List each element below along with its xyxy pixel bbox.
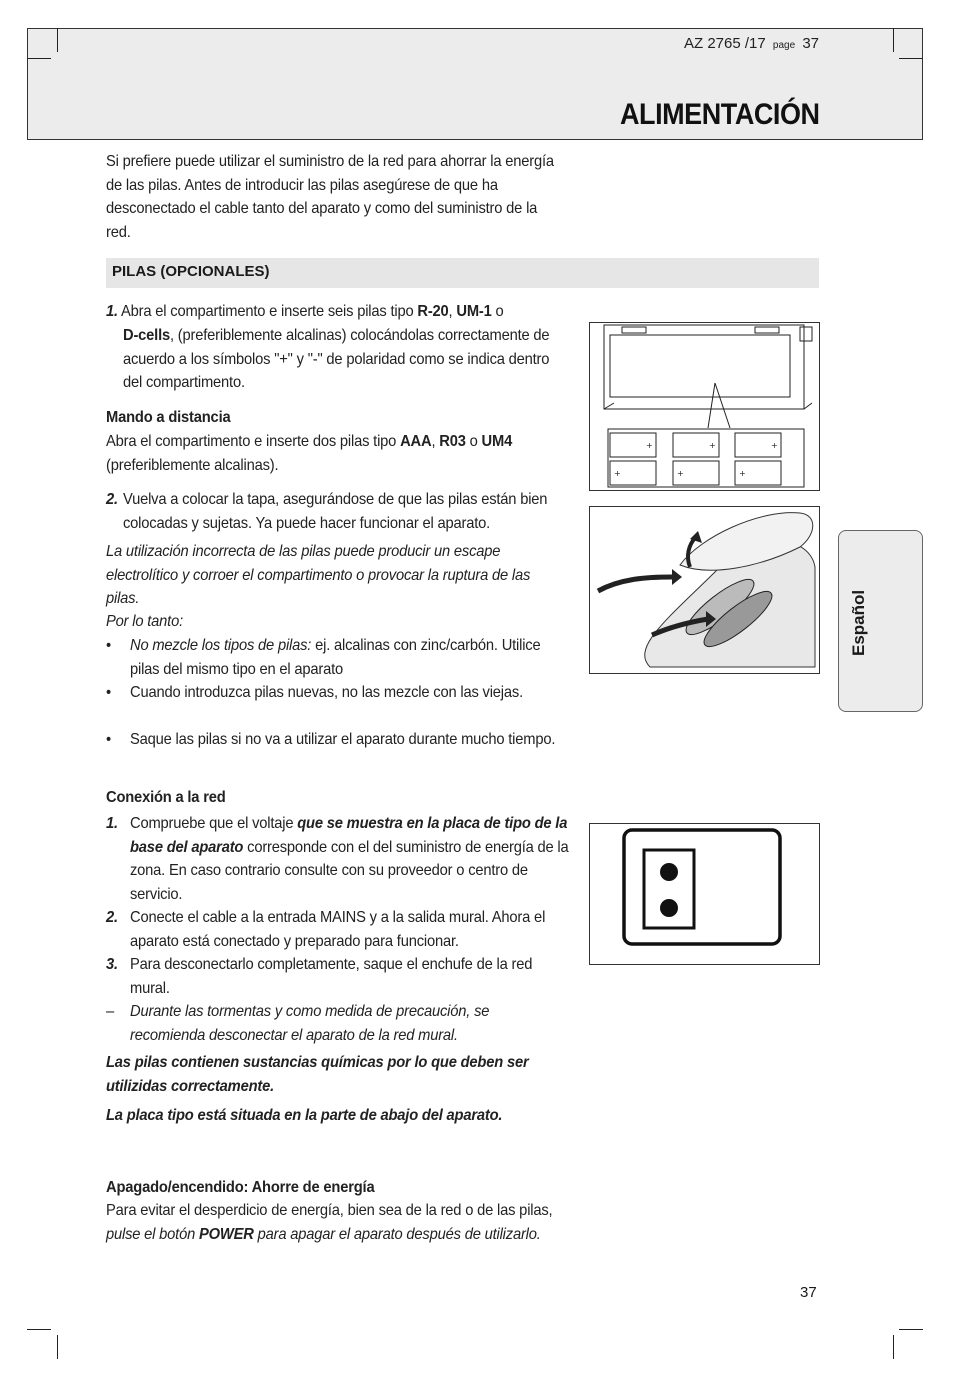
step-text: corresponde con el del suministro de energía de la zona. En caso contrario consulte con su proveedor o centro de servicio.: [130, 838, 569, 903]
bullet-3: Saque las pilas si no va a utilizar el aparato durante mucho tiempo.: [130, 731, 556, 748]
page-header-code: [684, 35, 819, 52]
battery-type: R-20: [417, 303, 449, 320]
remote-heading: Mando a distancia: [106, 409, 231, 426]
bullet: •: [106, 637, 111, 654]
mains-heading: Conexión a la red: [106, 789, 226, 806]
dash: –: [106, 1003, 115, 1020]
power-button-name: POWER: [199, 1225, 254, 1243]
conjunction: o: [495, 303, 504, 320]
step-number: 3.: [106, 956, 118, 973]
power-text-italic: para apagar el aparato después de utilizarlo.: [257, 1225, 541, 1243]
step-number: 2.: [106, 909, 118, 926]
crop-mark: [27, 1329, 51, 1330]
svg-text:+: +: [614, 469, 621, 478]
bullet: •: [106, 731, 111, 748]
svg-text:+: +: [709, 441, 716, 450]
svg-text:+: +: [771, 441, 778, 450]
step-emphasis: que se muestra en la placa de tipo de la base del aparato: [130, 815, 568, 856]
step-number: 1.: [106, 815, 118, 832]
note-chemicals: Las pilas contienen sustancias químicas por lo que deben ser utilizidas correctamente.: [106, 1054, 529, 1095]
battery-type: D-cells: [123, 327, 170, 344]
battery-compartment-svg: [590, 323, 819, 490]
crop-mark: [57, 1335, 58, 1359]
mains-step-3: Para desconectarlo completamente, saque el enchufe de la red mural.: [130, 956, 533, 997]
step-number: 1.: [106, 303, 118, 320]
svg-text:+: +: [677, 469, 684, 478]
bullet-2: Cuando introduzca pilas nuevas, no las mezcle con las viejas.: [130, 684, 523, 701]
mains-socket-svg: [590, 824, 819, 964]
separator: ,: [448, 303, 453, 320]
svg-text:+: +: [646, 441, 653, 450]
crop-mark: [57, 28, 58, 52]
step-text: Abra el compartimento e inserte seis pilas tipo: [121, 303, 414, 320]
header-page-number: 37: [802, 35, 819, 52]
power-text: [106, 1199, 566, 1246]
bullet-1: [130, 634, 572, 681]
bullet-emphasis: No mezcle los tipos de pilas:: [130, 637, 312, 654]
section-title: PILAS (OPCIONALES): [112, 263, 270, 280]
crop-mark: [899, 1329, 923, 1330]
remote-text: [106, 430, 566, 477]
bullet-text: ej. alcalinas con zinc/carbón. Utilice pilas del mismo tipo en el aparato: [130, 637, 541, 678]
remote-battery-svg: [590, 507, 819, 673]
battery-type: UM-1: [456, 303, 492, 320]
language-tab: [838, 530, 923, 712]
remote-text-part: (preferiblemente alcalinas).: [106, 456, 279, 474]
warning-paragraph: La utilización incorrecta de las pilas puede producir un escape electrolítico y corroer el compartimento o provocar la ruptura de las pilas.: [106, 543, 531, 607]
conjunction: o: [469, 433, 478, 450]
remote-text-part: Abra el compartimento e inserte dos pilas tipo: [106, 433, 397, 450]
language-tab-label: Español: [849, 589, 868, 656]
section-heading-bar: [106, 258, 819, 288]
step-1-continued: [123, 324, 565, 395]
bullet: •: [106, 684, 111, 701]
step-text: , (preferiblemente alcalinas) colocándolas correctamente de acuerdo a los símbolos "+" y "-" de polaridad como se indica dentro del compartimento.: [123, 327, 550, 391]
intro-paragraph: Si prefiere puede utilizar el suministro de la red para ahorrar la energía de las pilas. Antes de introducir las pilas asegúrese de que ha desconectado el cable tanto del aparato y como del suministro de la red.: [106, 153, 554, 241]
footer-page-number: 37: [800, 1284, 817, 1301]
crop-mark: [899, 58, 923, 59]
svg-text:+: +: [739, 469, 746, 478]
crop-mark: [893, 28, 894, 52]
step-text: Compruebe que el voltaje: [130, 815, 294, 832]
mains-caution: Durante las tormentas y como medida de precaución, se recomienda desconectar el aparato de la red mural.: [130, 1003, 490, 1044]
battery-compartment-illustration: [589, 322, 820, 491]
mains-socket-illustration: [589, 823, 820, 965]
page-title: ALIMENTACIÓN: [620, 98, 820, 131]
remote-battery-illustration: [589, 506, 820, 674]
mains-step-2: Conecte el cable a la entrada MAINS y a la salida mural. Ahora el aparato está conectado y preparado para funcionar.: [130, 909, 546, 950]
separator: ,: [431, 433, 436, 450]
power-text-part: Para evitar el desperdicio de energía, bien sea de la red o de las pilas,: [106, 1202, 553, 1219]
battery-type: R03: [439, 433, 466, 450]
crop-mark: [893, 1335, 894, 1359]
step-2-text: Vuelva a colocar la tapa, asegurándose de que las pilas están bien colocadas y sujetas. Ya puede hacer funcionar el aparato.: [123, 491, 548, 532]
crop-mark: [27, 58, 51, 59]
model-code: AZ 2765 /17: [683, 35, 766, 52]
power-heading: Apagado/encendido: Ahorre de energía: [106, 1179, 375, 1196]
battery-type: UM4: [481, 433, 513, 450]
step-1: [106, 300, 566, 324]
power-text-italic: pulse el botón: [106, 1225, 196, 1243]
mains-step-1: [130, 812, 572, 906]
therefore-label: Por lo tanto:: [106, 613, 183, 630]
step-number: 2.: [106, 491, 118, 508]
page-label: page: [772, 40, 796, 51]
battery-type: AAA: [400, 433, 432, 450]
note-type-plate: La placa tipo está situada en la parte de abajo del aparato.: [106, 1107, 503, 1124]
